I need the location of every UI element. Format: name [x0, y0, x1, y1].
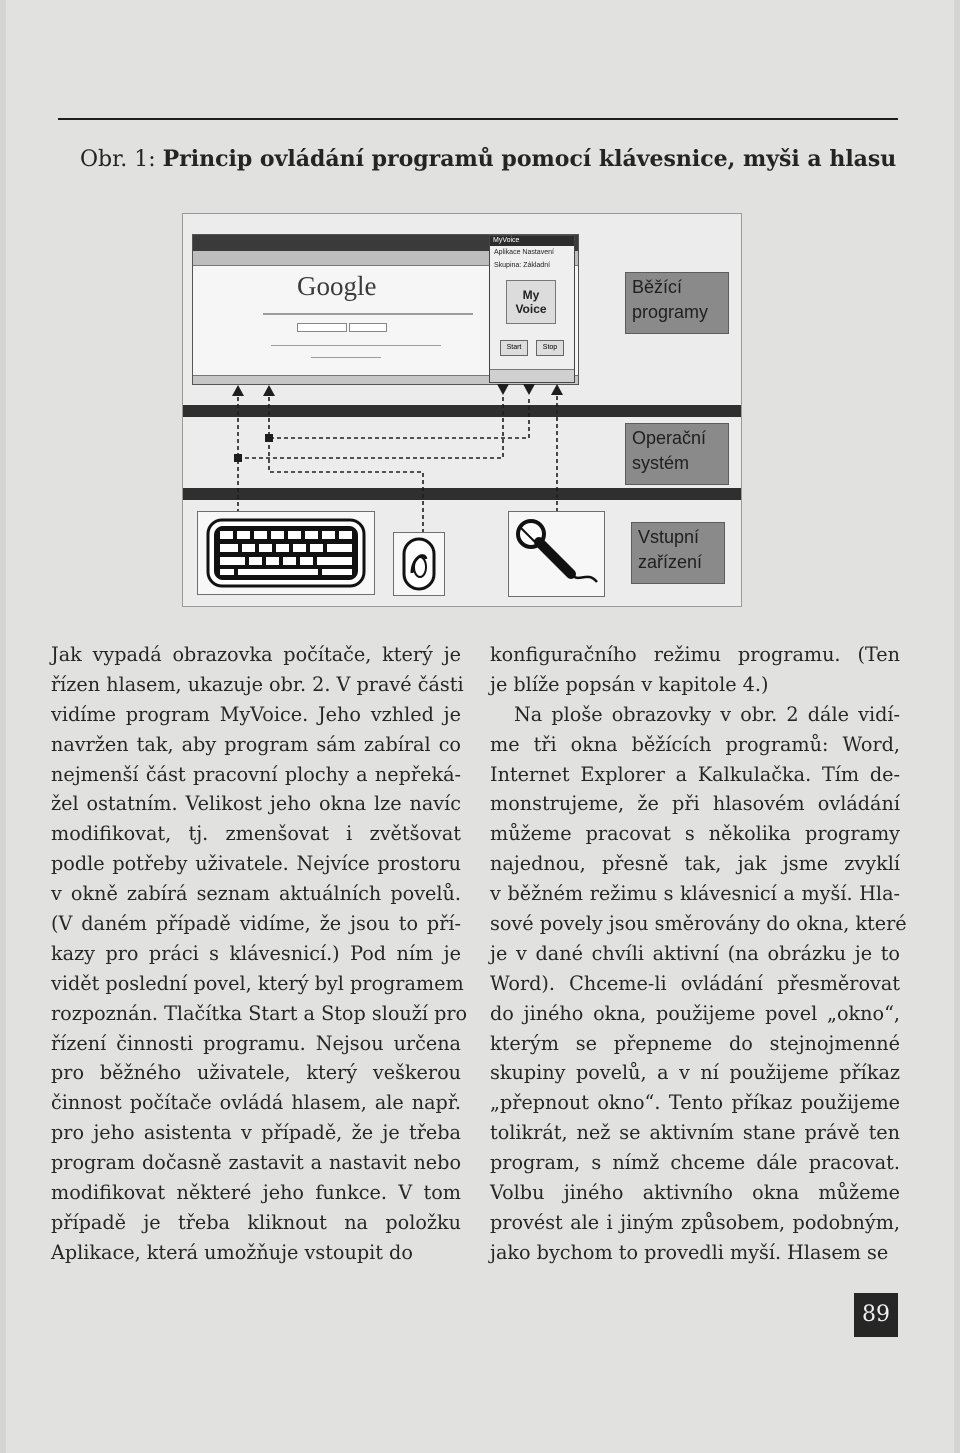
text-line: navržen tak, aby program sám zabíral co	[51, 732, 461, 756]
mouse-device	[393, 532, 445, 596]
control-principle-figure	[182, 213, 742, 607]
text-line: skupiny povelů, a v ní použijeme příkaz	[490, 1061, 900, 1085]
text-line: můžeme pracovat s několika programy	[490, 822, 900, 846]
text-column-left	[51, 640, 468, 1268]
label-input-line2: zařízení	[638, 552, 703, 572]
myvoice-group: Skupina: Základní	[494, 262, 551, 269]
text-line: žel ostatním. Velikost jeho okna lze navíc	[51, 792, 461, 816]
text-line: řízen hlasem, ukazuje obr. 2. V pravé části	[51, 672, 464, 696]
right-paragraph	[490, 640, 907, 1268]
text-line: modifikovat některé jeho funkce. V tom	[51, 1181, 461, 1205]
text-line: sové povely jsou směrovány do okna, které	[490, 912, 907, 936]
text-line: řízení činnosti programu. Nejsou určena	[51, 1031, 461, 1055]
text-line: případě je třeba kliknout na položku	[51, 1210, 461, 1234]
text-line: kterým se přepneme do stejnojmenné	[490, 1031, 900, 1055]
text-line: vidíme program MyVoice. Jeho vzhled je	[51, 702, 461, 726]
text-line: Jak vypadá obrazovka počítače, který je	[51, 643, 461, 666]
google-logo: Google	[297, 271, 377, 301]
text-line: program, s nímž chceme dále pracovat.	[490, 1151, 900, 1175]
label-os-line2: systém	[632, 453, 690, 473]
microphone-device	[508, 511, 605, 597]
text-line: najednou, přesně tak, jak jsme zvyklí	[490, 852, 900, 876]
myvoice-stop-button: Stop	[536, 340, 564, 356]
myvoice-logo-line1: My	[522, 288, 540, 302]
label-running-line1: Běžící	[632, 277, 683, 297]
text-line: provést ale i jiným způsobem, podobným,	[490, 1210, 900, 1234]
page-number: 89	[854, 1293, 898, 1337]
text-line: činnost počítače ovládá hlasem, ale např.	[51, 1091, 461, 1115]
left-paragraph	[51, 640, 468, 1268]
keyboard-device	[197, 511, 375, 595]
text-line: v okně zabírá seznam aktuálních povelů.	[51, 882, 461, 906]
text-line: Volbu jiného aktivního okna můžeme	[490, 1181, 900, 1205]
myvoice-start-button: Start	[500, 340, 528, 356]
book-page	[6, 0, 954, 1453]
caption-title: Princip ovládání programů pomocí klávesnice, myši a hlasu	[162, 146, 897, 172]
text-line: Word). Chceme-li ovládání přesměrovat	[490, 971, 900, 995]
text-line: je blíže popsán v kapitole 4.)	[490, 672, 769, 696]
text-line: pro jeho asistenta v případě, že je třeba	[51, 1121, 461, 1145]
text-line: monstrujeme, že při hlasovém ovládání	[490, 792, 900, 816]
text-line: „přepnout okno“. Tento příkaz použijeme	[490, 1091, 900, 1115]
text-line: me tři okna běžících programů: Word,	[490, 732, 900, 756]
label-running-line2: programy	[632, 302, 709, 322]
text-line: konfiguračního režimu programu. (Ten	[490, 643, 900, 666]
text-line: v běžném režimu s klávesnicí a myší. Hla-	[490, 882, 900, 906]
myvoice-menu: Aplikace Nastavení	[494, 249, 554, 256]
text-line: (V daném případě vidíme, že jsou to pří-	[51, 912, 461, 936]
text-line: program dočasně zastavit a nastavit nebo	[51, 1151, 461, 1175]
text-line: vidět poslední povel, který byl programem	[51, 971, 464, 995]
keyboard-icon	[198, 512, 374, 594]
text-line: Na ploše obrazovky v obr. 2 dále vidí-	[514, 702, 900, 726]
text-line: kazy pro práci s klávesnicí.) Pod ním je	[51, 941, 461, 965]
text-line: podle potřeby uživatele. Nejvíce prostoru	[51, 852, 461, 876]
text-line: do jiného okna, použijeme povel „okno“,	[490, 1001, 900, 1025]
figure-caption	[80, 146, 896, 172]
myvoice-logo-line2: Voice	[515, 302, 547, 316]
text-line: tolikrát, než se aktivním stane právě ten	[490, 1121, 900, 1145]
label-input-line1: Vstupní	[638, 527, 700, 547]
text-line: jako bychom to provedli myší. Hlasem se	[490, 1240, 889, 1264]
myvoice-titlebar: MyVoice	[490, 236, 574, 246]
text-line: Aplikace, která umožňuje vstoupit do	[51, 1240, 413, 1264]
text-line: Internet Explorer a Kalkulačka. Tím de-	[490, 762, 900, 786]
text-line: nejmenší část pracovní plochy a nepřeká-	[51, 762, 461, 786]
text-line: pro běžného uživatele, který veškerou	[51, 1061, 461, 1085]
text-line: je v dané chvíli aktivní (na obrázku je to	[490, 941, 900, 965]
label-os-line1: Operační	[632, 428, 707, 448]
text-column-right	[490, 640, 907, 1268]
microphone-icon	[509, 512, 604, 596]
text-line: modifikovat, tj. zmenšovat i zvětšovat	[51, 822, 461, 846]
text-line: rozpoznán. Tlačítka Start a Stop slouží pro	[51, 1001, 468, 1025]
caption-prefix: Obr. 1:	[80, 147, 156, 172]
header-rule	[58, 118, 898, 120]
mouse-icon	[394, 533, 444, 595]
